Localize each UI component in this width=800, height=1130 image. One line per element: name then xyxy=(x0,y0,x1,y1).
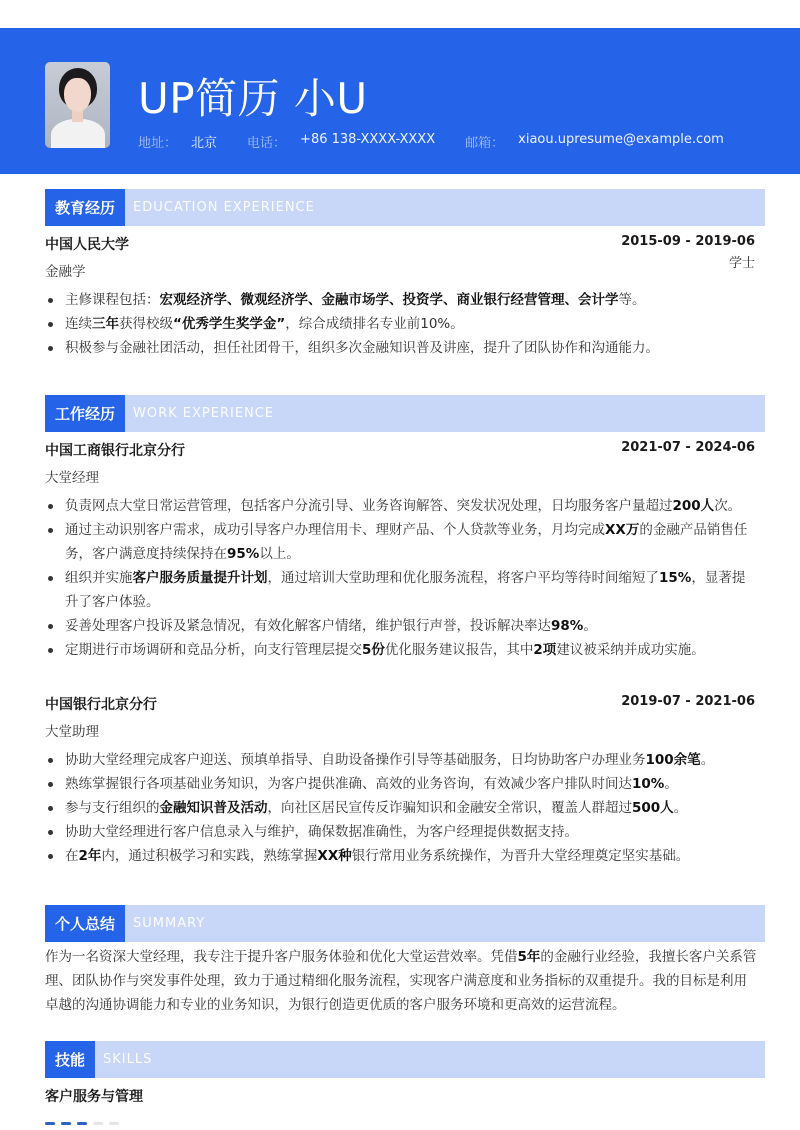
text: 协助大堂经理进行客户信息录入与维护，确保数据准确性，为客户经理提供数据支持。 xyxy=(65,824,578,840)
highlight-text: XX种 xyxy=(317,848,352,864)
bullet-item xyxy=(45,820,755,844)
text: 的金融产品销售任务，客户满意度持续保持在 xyxy=(65,522,748,562)
text: 连续 xyxy=(65,316,92,332)
job-bullets xyxy=(45,748,755,868)
highlight-text: 95% xyxy=(227,546,260,562)
skill-level-dot xyxy=(109,1122,119,1125)
text: 银行常用业务系统操作，为晋升大堂经理奠定坚实基础。 xyxy=(351,848,690,864)
bullet-item xyxy=(45,336,755,360)
section-title-cn: 教育经历 xyxy=(45,189,125,226)
summary-text xyxy=(45,945,760,1017)
bullet-item xyxy=(45,748,755,772)
section-title-en: SUMMARY xyxy=(133,916,206,931)
degree: 学士 xyxy=(728,256,755,271)
skill-level-dot xyxy=(93,1122,103,1125)
text: 内，通过积极学习和实践，熟练掌握 xyxy=(101,848,318,864)
job-date: 2019-07 - 2021-06 xyxy=(621,694,755,709)
highlight-text: 100余笔 xyxy=(645,752,701,768)
bullet-item xyxy=(45,494,755,518)
text: 等。 xyxy=(618,292,646,308)
contact-info xyxy=(138,132,754,151)
text: 通过主动识别客户需求，成功引导客户办理信用卡、理财产品、个人贷款等业务，月均完成 xyxy=(65,522,605,538)
text: ，综合成绩排名专业前10%。 xyxy=(285,316,464,332)
contact-label: 电话： xyxy=(247,136,287,151)
highlight-text: 200人 xyxy=(672,498,715,514)
job-entry-header xyxy=(45,694,755,714)
education-bullets xyxy=(45,288,755,360)
bullet-item xyxy=(45,288,755,312)
contact-email xyxy=(465,132,724,151)
text: 熟练掌握银行各项基础业务知识，为客户提供准确、高效的业务咨询，有效减少客户排队时间达 xyxy=(65,776,632,792)
avatar-face xyxy=(64,78,91,112)
contact-value: xiaou.upresume@example.com xyxy=(518,132,724,147)
highlight-text: 10% xyxy=(632,776,665,792)
text: 妥善处理客户投诉及紧急情况，有效化解客户情绪，维护银行声誉，投诉解决率达 xyxy=(65,618,551,634)
text: 在 xyxy=(65,848,79,864)
text: 优化服务建议报告，其中 xyxy=(384,642,534,658)
contact-value: 北京 xyxy=(191,136,218,151)
highlight-text: 15% xyxy=(659,570,692,586)
avatar xyxy=(45,62,110,148)
section-header-work xyxy=(45,395,765,432)
highlight-text: 2项 xyxy=(533,642,557,658)
contact-address xyxy=(138,132,217,151)
education-entry-header xyxy=(45,234,755,254)
text: ，显著提升了客户体验。 xyxy=(65,570,746,610)
text: 次。 xyxy=(714,498,742,514)
highlight-text: 宏观经济学、微观经济学、金融市场学、投资学、商业银行经营管理、会计学 xyxy=(159,292,619,308)
bullet-item xyxy=(45,518,755,566)
text: 。 xyxy=(583,618,597,634)
candidate-name: UP简历 小U xyxy=(138,74,368,123)
company-name: 中国工商银行北京分行 xyxy=(45,443,185,459)
highlight-text: 金融知识普及活动 xyxy=(159,800,268,816)
text: ，向社区居民宣传反诈骗知识和金融安全常识，覆盖人群超过 xyxy=(267,800,632,816)
section-header-skills xyxy=(45,1041,765,1078)
skill-level-dot xyxy=(61,1122,71,1125)
school-name: 中国人民大学 xyxy=(45,237,129,253)
skill-level-indicator xyxy=(45,1122,119,1125)
text: 以上。 xyxy=(259,546,300,562)
bullet-item xyxy=(45,312,755,336)
section-header-education xyxy=(45,189,765,226)
job-bullets xyxy=(45,494,755,662)
text: 。 xyxy=(700,752,715,768)
bullet-item xyxy=(45,844,755,868)
skill-name: 客户服务与管理 xyxy=(45,1089,143,1105)
skill-level-dot xyxy=(45,1122,55,1125)
contact-label: 邮箱： xyxy=(465,136,505,151)
text: 参与支行组织的 xyxy=(65,800,160,816)
section-title-en: SKILLS xyxy=(103,1052,153,1067)
section-title-cn: 工作经历 xyxy=(45,395,125,432)
text: 主修课程包括： xyxy=(65,292,160,308)
highlight-text: 5年 xyxy=(517,949,541,965)
text: 组织并实施 xyxy=(65,570,133,586)
avatar-body xyxy=(51,119,105,148)
text: 负责网点大堂日常运营管理，包括客户分流引导、业务咨询解答、突发状况处理，日均服务客户量超过 xyxy=(65,498,673,514)
text: ，通过培训大堂助理和优化服务流程，将客户平均等待时间缩短了 xyxy=(267,570,659,586)
section-title-en: WORK EXPERIENCE xyxy=(133,406,275,421)
text: 。 xyxy=(664,776,678,792)
text: 积极参与金融社团活动，担任社团骨干，组织多次金融知识普及讲座，提升了团队协作和沟通能力。 xyxy=(65,340,659,356)
education-date: 2015-09 - 2019-06 xyxy=(621,234,755,249)
highlight-text: 2年 xyxy=(78,848,102,864)
bullet-item xyxy=(45,796,755,820)
resume-header xyxy=(0,28,800,174)
job-date: 2021-07 - 2024-06 xyxy=(621,440,755,455)
highlight-text: XX万 xyxy=(605,522,640,538)
highlight-text: 5份 xyxy=(362,642,385,658)
company-name: 中国银行北京分行 xyxy=(45,697,157,713)
text: 。 xyxy=(673,800,688,816)
bullet-item xyxy=(45,614,755,638)
contact-label: 地址： xyxy=(138,136,178,151)
text: 定期进行市场调研和竞品分析，向支行管理层提交 xyxy=(65,642,362,658)
bullet-item xyxy=(45,638,755,662)
job-position: 大堂经理 xyxy=(45,470,99,486)
highlight-text: 三年 xyxy=(92,316,119,332)
highlight-text: “优秀学生奖学金” xyxy=(173,316,286,332)
text: 获得校级 xyxy=(119,316,173,332)
section-header-summary xyxy=(45,905,765,942)
highlight-text: 98% xyxy=(551,618,584,634)
text: 协助大堂经理完成客户迎送、预填单指导、自助设备操作引导等基础服务，日均协助客户办理业务 xyxy=(65,752,646,768)
skill-level-dot xyxy=(77,1122,87,1125)
text: 的金融行业经验，我擅长客户关系管理、团队协作与突发事件处理，致力于通过精细化服务流程，实现客户满意度和业务指标的双重提升。我的目标是利用卓越的沟通协调能力和专业的业务知识，为银行创造更优质的客户服务环境和更高效的运营流程。 xyxy=(45,949,757,1013)
text: 建议被采纳并成功实施。 xyxy=(556,642,705,658)
job-entry-header xyxy=(45,440,755,460)
bullet-item xyxy=(45,566,755,614)
section-title-cn: 个人总结 xyxy=(45,905,125,942)
text: 作为一名资深大堂经理，我专注于提升客户服务体验和优化大堂运营效率。凭借 xyxy=(45,949,518,965)
section-title-en: EDUCATION EXPERIENCE xyxy=(133,200,315,215)
job-position: 大堂助理 xyxy=(45,724,99,740)
contact-value: +86 138-XXXX-XXXX xyxy=(300,132,436,147)
highlight-text: 客户服务质量提升计划 xyxy=(132,570,268,586)
major: 金融学 xyxy=(45,264,86,280)
bullet-item xyxy=(45,772,755,796)
contact-phone xyxy=(247,132,435,151)
highlight-text: 500人 xyxy=(632,800,674,816)
section-title-cn: 技能 xyxy=(45,1041,95,1078)
